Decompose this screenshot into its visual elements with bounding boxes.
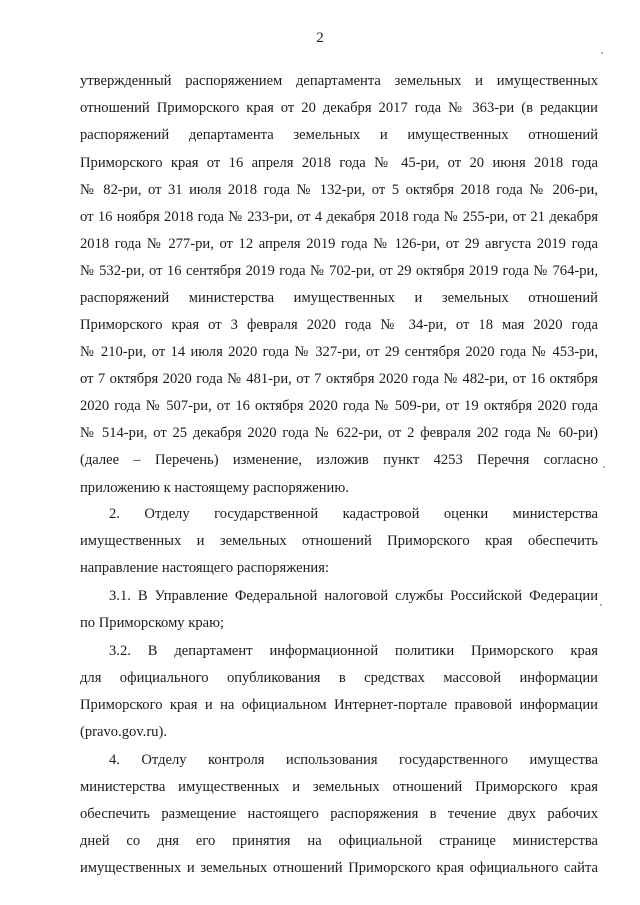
text-line: Приморского края и на официальном Интернет-портале правовой информации — [80, 697, 598, 713]
text-line: 2020 года № 507-ри, от 16 октября 2020 года № 509-ри, от 19 октября 2020 года — [80, 398, 598, 414]
text-line: 2. Отделу государственной кадастровой оценки министерства — [109, 506, 598, 522]
text-line: 3.2. В департамент информационной политики Приморского края — [109, 643, 598, 659]
text-line: № 210-ри, от 14 июля 2020 года № 327-ри, от 29 сентября 2020 года № 453-ри, — [80, 344, 598, 360]
text-line: № 514-ри, от 25 декабря 2020 года № 622-ри, от 2 февраля 202 года № 60-ри) — [80, 425, 598, 441]
text-line: № 82-ри, от 31 июля 2018 года № 132-ри, от 5 октября 2018 года № 206-ри, — [80, 182, 598, 198]
scan-speck — [601, 52, 603, 54]
text-line: отношений Приморского края от 20 декабря 2017 года № 363-ри (в редакции — [80, 100, 598, 116]
text-line: направление настоящего распоряжения: — [80, 560, 329, 576]
text-line: для официального опубликования в средствах массовой информации — [80, 670, 598, 686]
text-line: распоряжений департамента земельных и имущественных отношений — [80, 127, 598, 143]
text-line: по Приморскому краю; — [80, 615, 225, 631]
text-line: приложению к настоящему распоряжению. — [80, 480, 349, 496]
text-line: имущественных и земельных отношений Приморского края официального сайта — [80, 860, 598, 876]
text-line: дней со дня его принятия на официальной странице министерства — [80, 833, 598, 849]
text-line: распоряжений министерства имущественных и земельных отношений — [80, 290, 598, 306]
text-line: от 7 октября 2020 года № 481-ри, от 7 октября 2020 года № 482-ри, от 16 октября — [80, 371, 598, 387]
text-line: от 16 ноября 2018 года № 233-ри, от 4 декабря 2018 года № 255-ри, от 21 декабря — [80, 209, 598, 225]
text-line: обеспечить размещение настоящего распоряжения в течение двух рабочих — [80, 806, 598, 822]
text-line: 3.1. В Управление Федеральной налоговой службы Российской Федерации — [109, 588, 598, 604]
text-line: Приморского края от 3 февраля 2020 года № 34-ри, от 18 мая 2020 года — [80, 317, 598, 333]
text-line: 4. Отделу контроля использования государственного имущества — [109, 752, 598, 768]
text-line: (далее – Перечень) изменение, изложив пункт 4253 Перечня согласно — [80, 452, 598, 468]
text-line: (pravo.gov.ru). — [80, 724, 167, 740]
scan-speck — [600, 604, 602, 606]
text-line: 2018 года № 277-ри, от 12 апреля 2019 года № 126-ри, от 29 августа 2019 года — [80, 236, 598, 252]
text-line: № 532-ри, от 16 сентября 2019 года № 702-ри, от 29 октября 2019 года № 764-ри, — [80, 263, 598, 279]
text-line: Приморского края от 16 апреля 2018 года № 45-ри, от 20 июня 2018 года — [80, 155, 598, 171]
text-line: утвержденный распоряжением департамента земельных и имущественных — [80, 73, 598, 89]
text-line: имущественных и земельных отношений Приморского края обеспечить — [80, 533, 598, 549]
page-number: 2 — [316, 30, 324, 46]
text-line: министерства имущественных и земельных отношений Приморского края — [80, 779, 598, 795]
scan-speck — [603, 466, 605, 468]
